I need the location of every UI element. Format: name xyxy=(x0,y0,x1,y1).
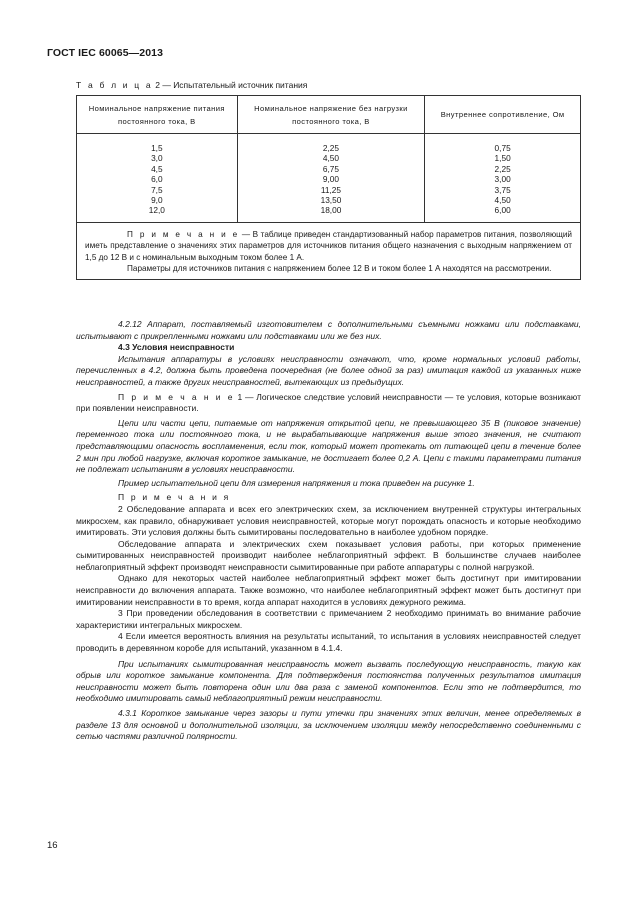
table-cell: 1,50 xyxy=(494,153,511,164)
note-1: П р и м е ч а н и е 1 — Логическое следствие условий неисправности — те условия, которые возникают при появлении неисправности. xyxy=(76,391,581,414)
table-cell: 12,0 xyxy=(148,205,165,216)
paragraph-circuits: Цепи или части цепи, питаемые от напряжения открытой цепи, не превышающего 35 В (пиковое значение) переменного тока или постоянного тока, и не вырабатывающие напряжения выше этого значения, не считают представляющими опасность воспламенения, если ток, который может протекать от питающей цепи в течение более 2 мин при любой нагрузке, включая короткое замыкание, не достигает более 0,2 А. Цепи с такими параметрами питания не подлежат испытаниям в условиях неисправности. xyxy=(76,417,581,475)
note-3: 3 При проведении обследования в соответствии с примечанием 2 необходимо принимать во внимание рабочие характеристики интегральных микросхем. xyxy=(76,608,581,630)
col-header-no-load-voltage: Номинальное напряжение без нагрузки постоянного тока, В xyxy=(237,96,425,134)
table-cell: 2,25 xyxy=(322,143,340,153)
page-number: 16 xyxy=(47,840,58,851)
table-caption-text: 2 — Испытательный источник питания xyxy=(155,80,308,90)
paragraph-4-3: Испытания аппаратуры в условиях неисправности означают, что, кроме нормальных условий работы, перечисленных в 4.2, должна быть проведена поочередная (не более одной за раз) имитация каждой из указанных ниже неисправностей, а также других неисправностей, вытекающих из предыдущих. xyxy=(76,353,581,387)
table-cell: 3,00 xyxy=(494,174,511,185)
section-heading-4-3: 4.3 Условия неисправности xyxy=(118,342,235,353)
col-internal-resistance xyxy=(425,134,581,223)
table-cell: 18,00 xyxy=(320,205,342,216)
table-cell: 2,25 xyxy=(494,163,511,174)
table-note xyxy=(77,222,581,280)
table-cell: 0,75 xyxy=(494,143,511,153)
col-header-internal-resistance: Внутреннее сопротивление, Ом xyxy=(425,96,581,134)
col-header-nominal-voltage: Номинальное напряжение питания постоянного тока, В xyxy=(77,96,238,134)
col-nominal-voltage xyxy=(77,134,238,223)
table-cell: 11,25 xyxy=(320,184,342,195)
document-header: ГОСТ IEC 60065—2013 xyxy=(47,47,164,59)
table-cell: 3,0 xyxy=(151,153,163,164)
table-cell: 6,00 xyxy=(494,205,511,216)
table-values-row xyxy=(77,134,581,223)
table-note-1: П р и м е ч а н и е — В таблице приведен стандартизованный набор параметров питания, позволяющий иметь представление о значениях этих параметров для источников питания общего назначения с выходным напряжением от 1,5 до 12 В и с номинальным выходным током более 1 А. xyxy=(85,229,573,262)
col-no-load-voltage xyxy=(237,134,425,223)
table-cell: 6,75 xyxy=(322,163,340,174)
table-cell: 13,50 xyxy=(320,194,342,205)
table-cell: 4,5 xyxy=(151,163,163,174)
table-note-row xyxy=(77,222,581,280)
note-2: 2 Обследование аппарата и всех его электрических схем, за исключением внутренней структуры интегральных микросхем, как правило, обнаруживает условия неисправностей, которые могут порождать опасность и которые необходимо имитировать. Эти условия должны быть сымитированы последовательно в наиболее удобном порядке. xyxy=(76,503,581,538)
notes-label: П р и м е ч а н и я xyxy=(118,492,231,503)
table-note-2: Параметры для источников питания с напряжением более 12 В и током более 1 А находятся на рассмотрении. xyxy=(127,263,552,273)
table-cell: 4,50 xyxy=(494,194,511,205)
note-2b: Обследование аппарата и электрических схем показывает условия работы, при которых применение сымитированных неисправностей производит наиболее неблагоприятный эффект. В большинстве случаев наиболее неблагоприятный эффект производят неисправности сымитированные при работе аппаратуры с полной нагрузкой. xyxy=(76,538,581,572)
power-source-table xyxy=(76,95,581,280)
table-header-row xyxy=(77,96,581,134)
paragraph-4-2-12: 4.2.12 Аппарат, поставляемый изготовителем с дополнительными съемными ножками или подставками, испытывают с прикрепленными ножками или подставками или же без них. xyxy=(76,319,581,341)
table-cell: 9,00 xyxy=(322,174,340,185)
table-cell: 9,0 xyxy=(151,194,163,205)
table-cell: 6,0 xyxy=(151,174,163,185)
table-cell: 4,50 xyxy=(322,153,340,164)
note-2c: Однако для некоторых частей наиболее неблагоприятный эффект может быть достигнут при имитировании неисправности до включения аппарата. Также возможно, что наиболее неблагоприятный эффект может быть достигнут при имитировании неисправности в то время, когда аппарат находится в условиях дежурного режима. xyxy=(76,573,581,607)
table-cell: 3,75 xyxy=(494,184,511,195)
table-caption-label: Т а б л и ц а xyxy=(76,80,153,90)
table-cell: 7,5 xyxy=(151,184,163,195)
paragraph-testing: При испытаниях сымитированная неисправность может вызвать последующую неисправность, такую как обрыв или короткое замыкание компонента. Для подтверждения постоянства полученных результатов имитация неисправности может быть повторена один или два раза с заменой компонентов. Если это не подтвердится, то необходимо имитировать самый неблагоприятный режим неисправности. xyxy=(76,658,581,704)
note-4: 4 Если имеется вероятность влияния на результаты испытаний, то испытания в условиях неисправностей следует проводить в деревянном коробе для испытаний, указанном в 4.1.4. xyxy=(76,631,581,654)
document-body xyxy=(76,319,581,743)
paragraph-4-3-1: 4.3.1 Короткое замыкание через зазоры и пути утечки при значениях этих величин, менее определяемых в разделе 13 для основной и дополнительной изоляции, за исключением изоляции между непосредственно соединенными с сетью частями различной полярности. xyxy=(76,708,581,742)
paragraph-example: Пример испытательной цепи для измерения напряжения и тока приведен на рисунке 1. xyxy=(118,477,475,488)
table-caption xyxy=(76,80,307,90)
table-cell: 1,5 xyxy=(151,143,163,153)
